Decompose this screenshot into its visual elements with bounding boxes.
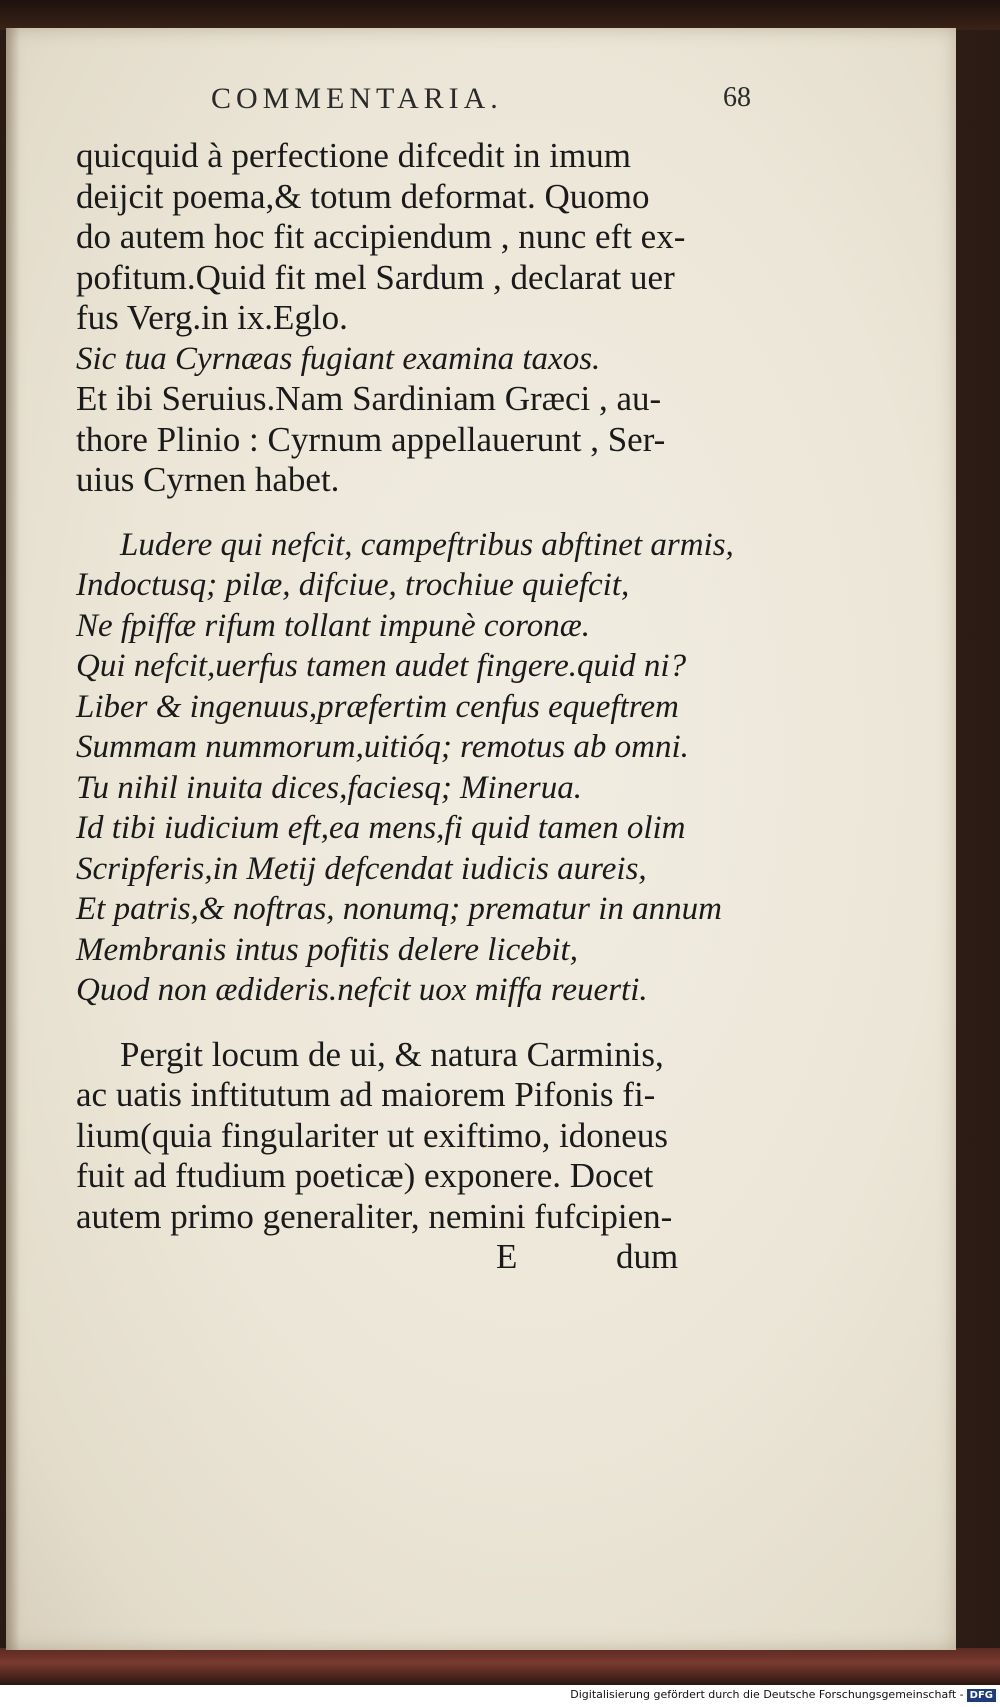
verse-line: Indoctusq; pilæ, difciue, trochiue quiefcit, xyxy=(76,567,630,603)
text-line: thore Plinio : Cyrnum appellauerunt , Ser- xyxy=(76,419,666,459)
text-line: autem primo generaliter, nemini fufcipien- xyxy=(76,1196,673,1236)
page-header xyxy=(211,82,751,122)
paragraph-gap xyxy=(76,501,766,525)
text-line: lium(quia fingulariter ut exiftimo, idoneus xyxy=(76,1115,668,1155)
text-line: deijcit poema,& totum deformat. Quomo xyxy=(76,176,650,216)
book-page xyxy=(6,28,956,1650)
verse-line: Qui nefcit,uerfus tamen audet fingere.quid ni? xyxy=(76,648,687,684)
running-head: COMMENTARIA. xyxy=(211,82,503,115)
verse-line: Summam nummorum,uitióq; remotus ab omni. xyxy=(76,729,689,765)
paragraph-gap xyxy=(76,1011,766,1035)
digitization-credit xyxy=(570,1688,996,1702)
verse-line: Quod non ædideris.nefcit uox miffa reuerti. xyxy=(76,972,648,1008)
page-text-block xyxy=(76,136,766,1277)
text-line: do autem hoc fit accipiendum , nunc eft ex- xyxy=(76,217,686,256)
text-line: quicquid à perfectione difcedit in imum xyxy=(76,136,631,175)
text-line: fuit ad ftudium poeticæ) exponere. Docet xyxy=(76,1156,654,1195)
dfg-logo: DFG xyxy=(967,1689,996,1702)
text-line: Pergit locum de ui, & natura Carminis, xyxy=(120,1034,664,1074)
text-line: ac uatis inftitutum ad maiorem Pifonis fi- xyxy=(76,1075,656,1114)
verse-line: Id tibi iudicium eft,ea mens,fi quid tamen olim xyxy=(76,810,686,846)
folio-number: 68 xyxy=(723,82,751,113)
text-lines xyxy=(76,136,766,1237)
catchword: dum xyxy=(616,1237,679,1276)
page-gutter-shadow xyxy=(6,28,20,1650)
signature-mark: E xyxy=(496,1237,518,1276)
verse-line: Sic tua Cyrnæas fugiant examina taxos. xyxy=(76,340,601,377)
verse-line: Ludere qui nefcit, campeftribus abftinet armis, xyxy=(120,526,734,563)
digitization-credit-text: Digitalisierung gefördert durch die Deutsche Forschungsgemeinschaft - xyxy=(570,1688,964,1701)
verse-line: Scripferis,in Metij defcendat iudicis aureis, xyxy=(76,850,647,887)
verse-line: Membranis intus pofitis delere licebit, xyxy=(76,931,578,968)
frame-bottom-edge xyxy=(0,1648,1000,1685)
frame-top-edge xyxy=(0,0,1000,30)
text-line: pofitum.Quid fit mel Sardum , declarat uer xyxy=(76,257,675,297)
verse-line: Et patris,& noftras, nonumq; prematur in annum xyxy=(76,891,722,927)
text-line: fus Verg.in ix.Eglo. xyxy=(76,298,348,337)
verse-line: Tu nihil inuita dices,faciesq; Minerua. xyxy=(76,769,582,806)
text-line: Et ibi Seruius.Nam Sardiniam Græci , au- xyxy=(76,379,662,418)
page-footer-line xyxy=(76,1237,766,1277)
verse-line: Liber & ingenuus,præfertim cenfus equeftrem xyxy=(76,688,679,725)
verse-line: Ne fpiffæ rifum tollant impunè coronæ. xyxy=(76,607,590,644)
text-line: uius Cyrnen habet. xyxy=(76,460,340,499)
